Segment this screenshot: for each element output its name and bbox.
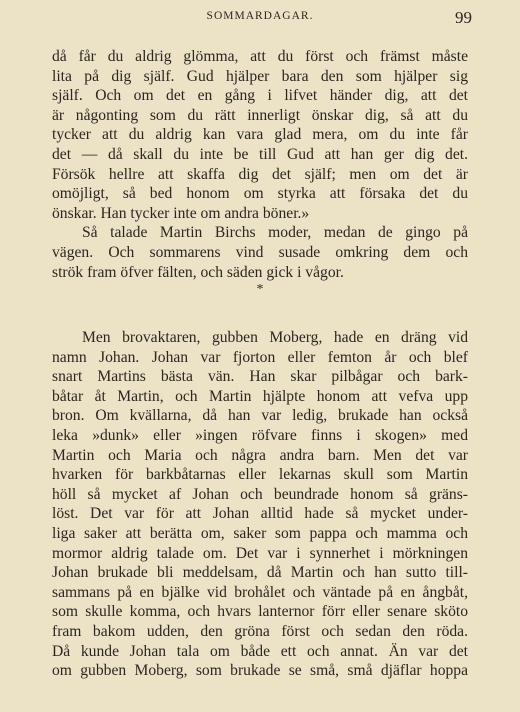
text-line: Martin och Maria och några andra barn. Men det var bbox=[52, 446, 468, 464]
page-number: 99 bbox=[455, 8, 472, 27]
text-line: Johan brukade bli meddelsam, då Martin och han sutto till- bbox=[52, 564, 468, 582]
text-line: Försök hellre att skaffa dig det själf; men om det är bbox=[52, 165, 468, 183]
text-line: strök fram öfver fälten, och säden gick i vågor. bbox=[52, 263, 344, 281]
text-line: leka »dunk» eller »ingen röfvare finns i skogen» med bbox=[52, 426, 468, 444]
text-line: själf. Och om det en gång i lifvet händer dig, att det bbox=[52, 87, 468, 105]
text-line: båtar åt Martin, och Martin hjälpte honom att vefva upp bbox=[52, 387, 468, 405]
section-separator: * bbox=[256, 282, 264, 297]
text-line: namn Johan. Johan var fjorton eller femton år och blef bbox=[52, 348, 468, 366]
text-line: önskar. Han tycker inte om andra böner.» bbox=[52, 204, 310, 222]
text-line: om gubben Moberg, som brukade se små, små djäflar hoppa bbox=[52, 662, 468, 680]
text-line: det — då skall du inte be till Gud att han ger dig det. bbox=[52, 145, 468, 163]
text-line: snart Martins bästa vän. Han skar pilbågar och bark- bbox=[52, 368, 468, 386]
text-line: Men brovaktaren, gubben Moberg, hade en dräng vid bbox=[82, 329, 468, 346]
text-line: bron. Om kvällarna, då han var ledig, brukade han också bbox=[52, 407, 468, 425]
text-line: mormor aldrig talade om. Det var i synnerhet i mörkningen bbox=[52, 544, 468, 562]
text-line: som skulle komma, och hvars lanternor förr eller senare sköto bbox=[52, 603, 468, 621]
text-line: Då kunde Johan tala om både ett och annat. Än var det bbox=[52, 642, 468, 660]
text-line: lita på dig själf. Gud hjälper bara den som hjälper sig bbox=[52, 67, 468, 85]
text-line: vägen. Och sommarens vind susade omkring dem och bbox=[52, 243, 468, 261]
paragraph-block-1 bbox=[52, 47, 468, 282]
running-head: SOMMARDAGAR. bbox=[206, 10, 314, 22]
text-line: är någonting som du rätt innerligt önskar dig, så att du bbox=[52, 106, 468, 124]
text-line: löst. Det var för att Johan alltid hade så mycket under- bbox=[52, 505, 468, 523]
text-line: liga saker att berätta om, saker som pappa och mamma och bbox=[52, 524, 468, 542]
text-line: hvarken för barkbåtarnas eller lekarnas skull som Martin bbox=[52, 466, 468, 484]
text-line: omöjligt, så bed honom om styrka att försaka det du bbox=[52, 185, 468, 203]
text-line: tycker att du aldrig kan vara glad mera, om du inte får bbox=[52, 126, 468, 144]
text-line: sammans på en bjälke vid brohålet och väntade på en ångbåt, bbox=[52, 583, 468, 601]
text-line: då får du aldrig glömma, att du först och främst måste bbox=[52, 48, 468, 65]
text-line: fram bakom udden, den gröna först och sedan den röda. bbox=[52, 622, 468, 640]
text-line: Så talade Martin Birchs moder, medan de gingo på bbox=[82, 224, 468, 242]
text-line: höll så mycket af Johan och beundrade honom så gräns- bbox=[52, 485, 468, 503]
paragraph-block-2 bbox=[52, 328, 468, 681]
